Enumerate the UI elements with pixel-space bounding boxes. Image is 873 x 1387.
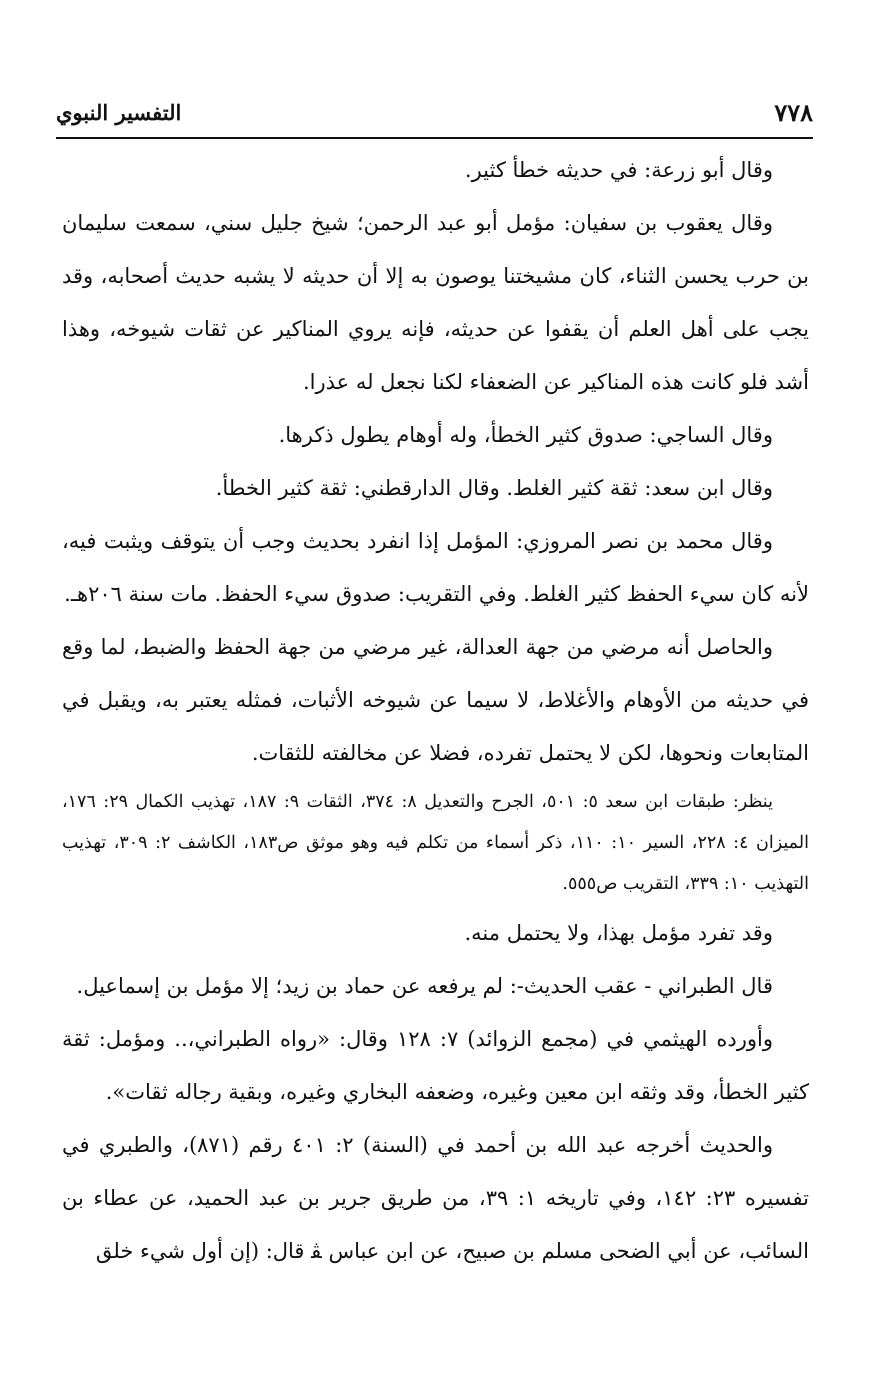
paragraph-abu-zura: وقال أبو زرعة: في حديثه خطأ كثير. — [464, 158, 773, 182]
reference-note: ينظر: طبقات ابن سعد ٥: ٥٠١، الجرح والتعديل ٨: ٣٧٤، الثقات ٩: ١٨٧، تهذيب الكمال ٢٩: ١٧٦، الميزان ٤: ٢٢٨، السير ١٠: ١١٠، ذكر أسماء من تكلم فيه وهو موثق ص١٨٣، الكاشف ٢: ٣٠٩، تهذيب التهذيب ١٠: ٣٣٩، التقريب ص٥٥٥. — [62, 792, 809, 894]
paragraph-tafarrud: وقد تفرد مؤمل بهذا، ولا يحتمل منه. — [464, 921, 773, 945]
page-header — [56, 96, 813, 132]
paragraph-saji: وقال الساجي: صدوق كثير الخطأ، وله أوهام يطول ذكرها. — [278, 423, 773, 447]
running-title: التفسير النبوي — [56, 100, 182, 125]
page-number: ٧٧٨ — [774, 98, 813, 127]
body-text — [62, 144, 809, 1278]
paragraph-yaqub-ibn-sufyan: وقال يعقوب بن سفيان: مؤمل أبو عبد الرحمن؛ شيخ جليل سني، سمعت سليمان بن حرب يحسن الثناء، كان مشيختنا يوصون به إلا أن حديثه لا يشبه حديث أصحابه، وقد يجب على أهل العلم أن يقفوا عن حديثه، فإنه يروي المناكير عن ثقات شيوخه، وهذا أشد فلو كانت هذه المناكير عن الضعفاء لكنا نجعل له عذرا. — [62, 211, 809, 394]
paragraph-haythami: وأورده الهيثمي في (مجمع الزوائد) ٧: ١٢٨ وقال: «رواه الطبراني،.. ومؤمل: ثقة كثير الخطأ، وقد وثقه ابن معين وغيره، وضعفه البخاري وغيره، وبقية رجاله ثقات». — [62, 1027, 809, 1104]
paragraph-hadith-takhrij: والحديث أخرجه عبد الله بن أحمد في (السنة) ٢: ٤٠١ رقم (٨٧١)، والطبري في تفسيره ٢٣: ١٤٢، وفي تاريخه ١: ٣٩، من طريق جرير بن عبد الحميد، عن عطاء بن السائب، عن أبي الضحى مسلم بن صبيح، عن ابن عباس ﭭ قال: (إن أول شيء خلق — [62, 1133, 809, 1263]
paragraph-ibn-sad: وقال ابن سعد: ثقة كثير الغلط. وقال الدارقطني: ثقة كثير الخطأ. — [215, 476, 773, 500]
paragraph-conclusion: والحاصل أنه مرضي من جهة العدالة، غير مرضي من جهة الحفظ والضبط، لما وقع في حديثه من الأوهام والأغلاط، لا سيما عن شيوخه الأثبات، فمثله يعتبر به، ويقبل في المتابعات ونحوها، لكن لا يحتمل تفرده، فضلا عن مخالفته للثقات. — [62, 635, 809, 765]
paragraph-tabarani: قال الطبراني - عقب الحديث-: لم يرفعه عن حماد بن زيد؛ إلا مؤمل بن إسماعيل. — [76, 974, 773, 998]
paragraph-marwazi: وقال محمد بن نصر المروزي: المؤمل إذا انفرد بحديث وجب أن يتوقف ويثبت فيه، لأنه كان سيء الحفظ كثير الغلط. وفي التقريب: صدوق سيء الحفظ. مات سنة ٢٠٦هـ. — [62, 529, 809, 606]
header-rule — [56, 137, 813, 139]
reference-note-block — [62, 780, 809, 907]
